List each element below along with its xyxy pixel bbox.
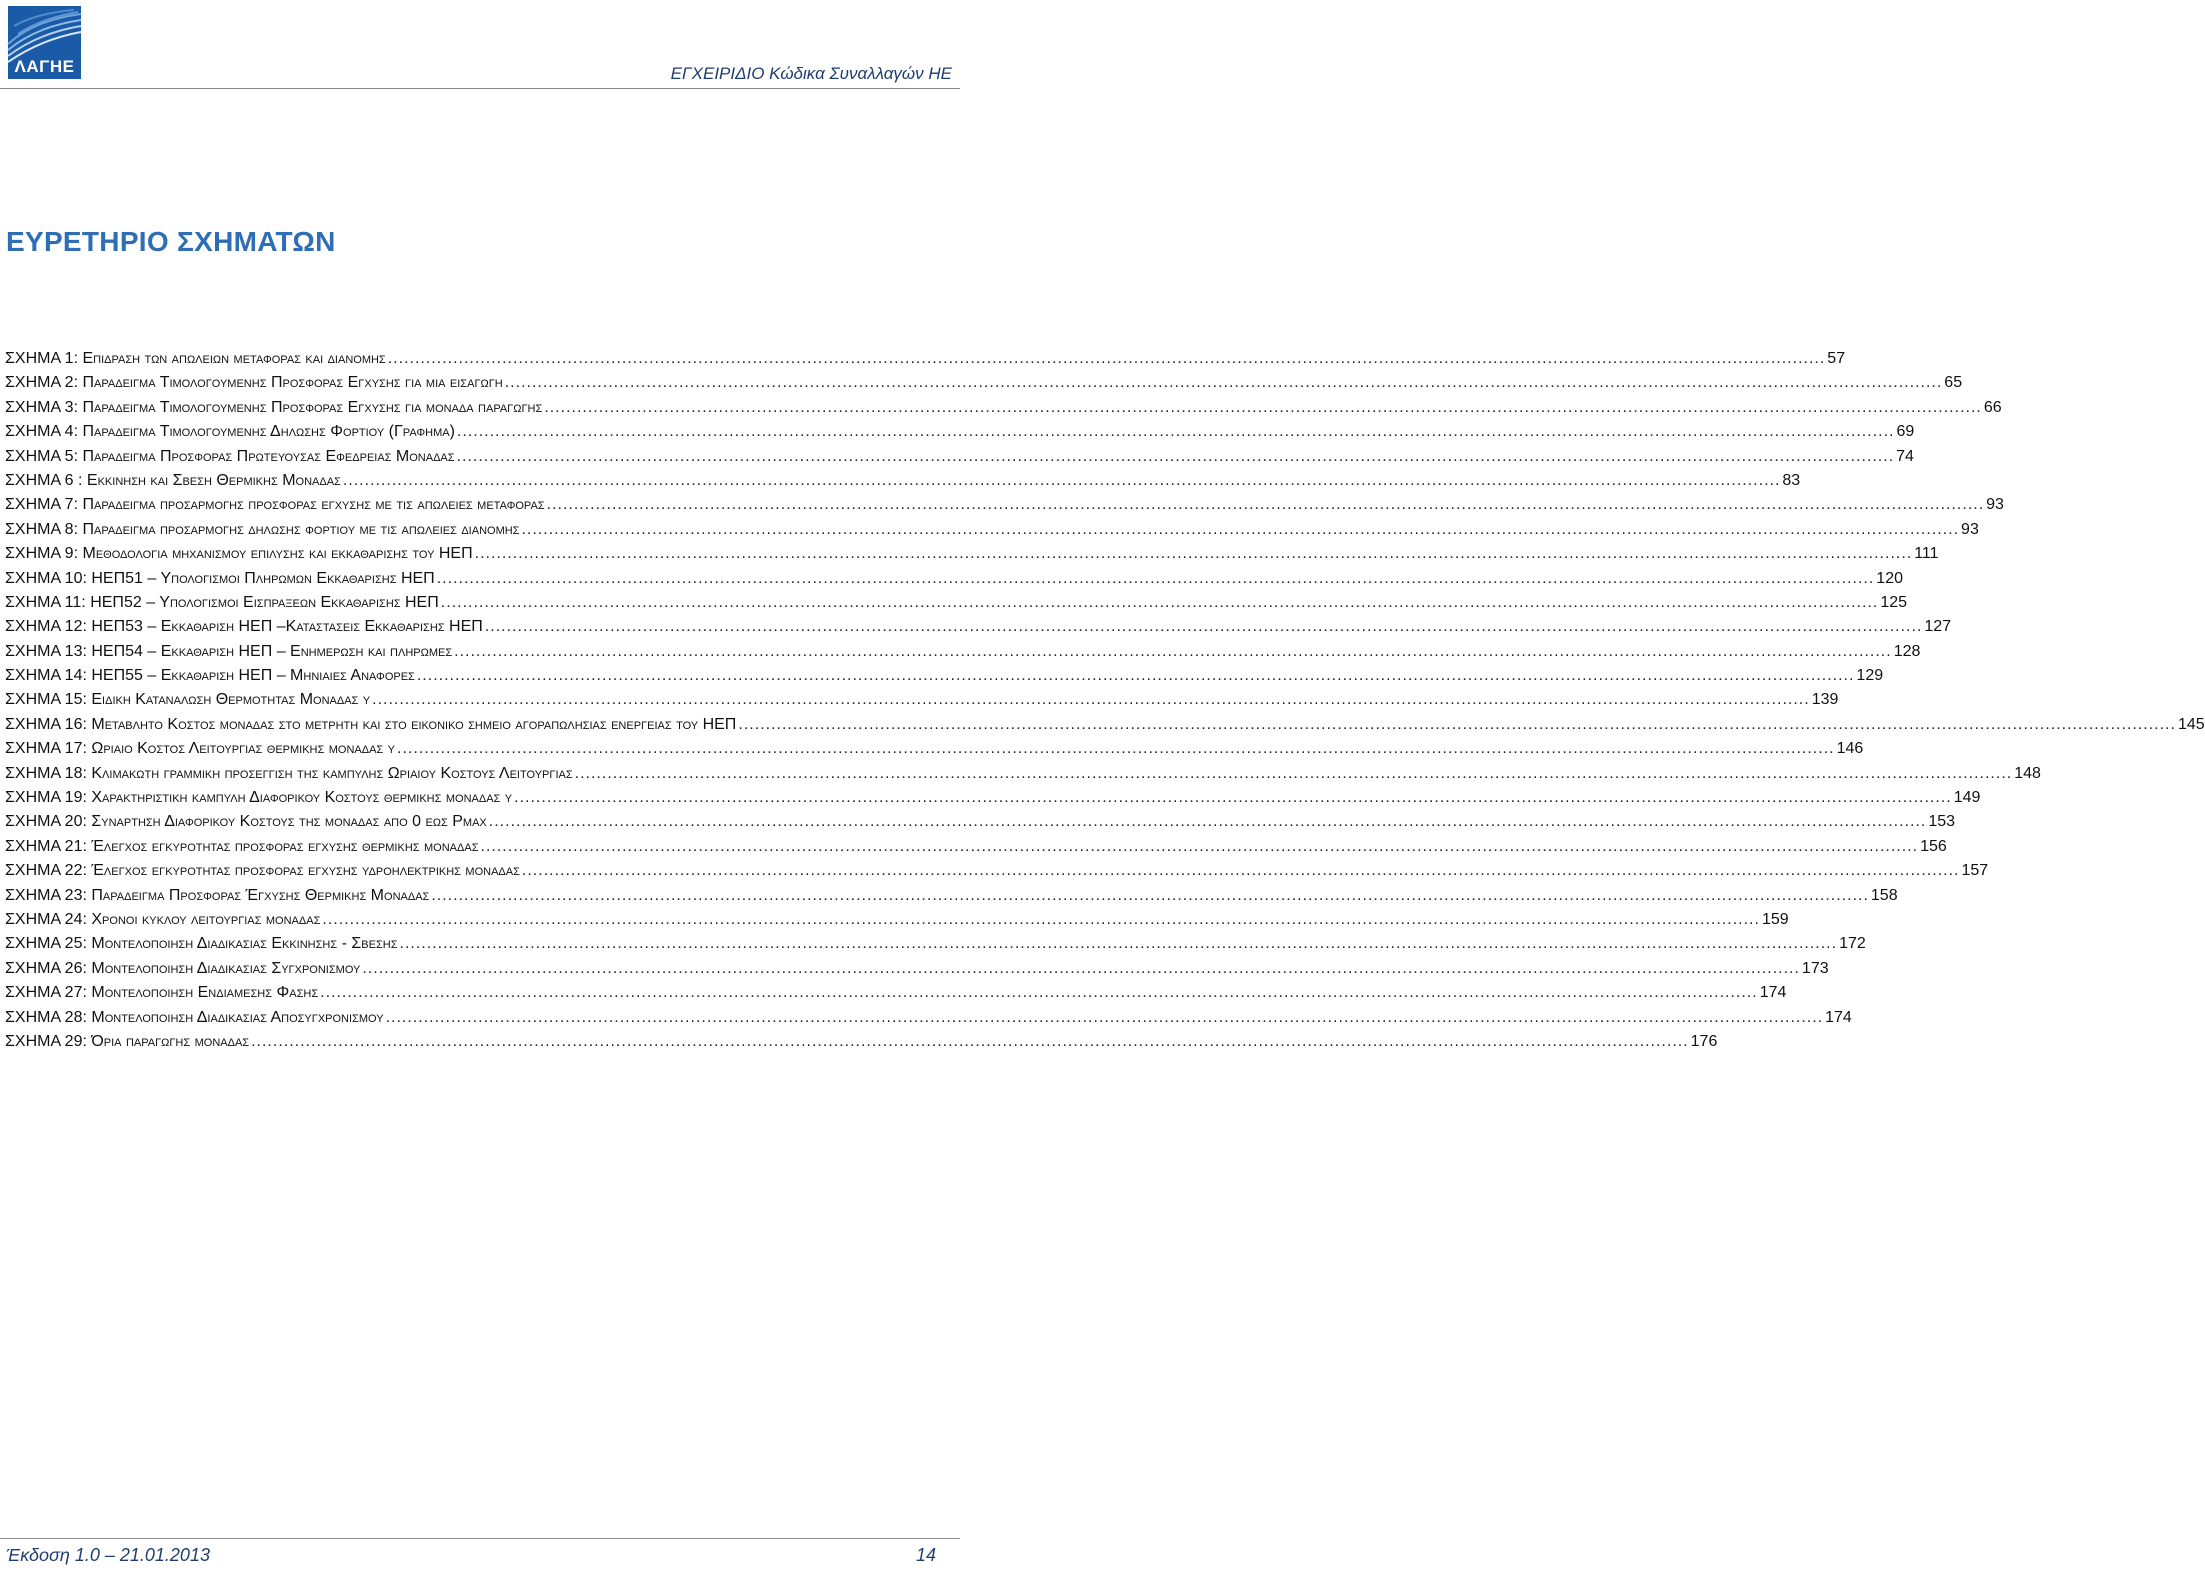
toc-dot-leader xyxy=(544,396,1982,420)
toc-entry[interactable] xyxy=(5,664,1884,688)
toc-entry-number: ΣΧΗΜΑ 22: xyxy=(5,862,87,880)
footer-divider xyxy=(0,1538,960,1539)
toc-entry-title: Κλιμακωτη γραμμικη προσεγγιση της καμπυλης Ωριαιου Κοστους Λειτουργιας xyxy=(91,764,573,782)
toc-entry-page: 125 xyxy=(1880,593,1908,611)
toc-entry[interactable] xyxy=(5,420,1915,444)
toc-dot-leader xyxy=(454,640,1892,664)
toc-entry[interactable] xyxy=(5,347,1846,371)
toc-entry-page: 156 xyxy=(1920,837,1947,855)
toc-entry-number: ΣΧΗΜΑ 2: xyxy=(5,374,79,392)
toc-dot-leader xyxy=(521,518,1959,542)
toc-entry-page: 146 xyxy=(1836,740,1864,758)
toc-entry-page: 83 xyxy=(1782,471,1801,489)
toc-entry-number: ΣΧΗΜΑ 13: xyxy=(5,642,87,660)
toc-entry-title: Μεθοδολογια μηχανισμου επιλυσης και εκκαθαρισης του ΗΕΠ xyxy=(82,545,473,563)
toc-entry[interactable] xyxy=(5,737,1864,761)
toc-entry-title: Μεταβλητο Κοστος μοναδας στο μετρητη και στο εικονικο σημειο αγοραπωλησιας ενεργειας του ΗΕΠ xyxy=(91,715,737,733)
toc-entry[interactable] xyxy=(5,1030,1718,1054)
toc-entry[interactable] xyxy=(5,932,1866,956)
toc-entry[interactable] xyxy=(5,640,1921,664)
toc-entry[interactable] xyxy=(5,762,2041,786)
toc-entry-title: Συναρτηση Διαφορικου Κοστους της μοναδας απο 0 εως Pmax xyxy=(91,813,487,831)
toc-entry[interactable] xyxy=(5,371,1963,395)
toc-entry-title: Μοντελοποιηση Ενδιαμεσης Φασης xyxy=(91,984,319,1002)
toc-entry-title: Μοντελοποιηση Διαδικασιας Συγχρονισμου xyxy=(91,959,361,977)
toc-entry-page: 74 xyxy=(1896,447,1914,465)
toc-entry[interactable] xyxy=(5,445,1914,469)
toc-dot-leader xyxy=(475,542,1913,566)
toc-entry[interactable] xyxy=(5,688,1839,712)
toc-entry-title: Μοντελοποιηση Διαδικασιας Αποσυγχρονισμου xyxy=(91,1008,384,1026)
toc-entry-page: 176 xyxy=(1690,1032,1718,1050)
toc-dot-leader xyxy=(457,445,1895,469)
toc-entry-title: ΗΕΠ51 – Υπολογισμοι Πληρωμων Εκκαθαρισης ΗΕΠ xyxy=(91,569,435,587)
toc-entry-title: Μοντελοποιηση Διαδικασιας Εκκινησης - Σβεσης xyxy=(91,935,398,953)
toc-dot-leader xyxy=(431,884,1869,908)
toc-entry-page: 66 xyxy=(1983,398,2002,416)
figures-index xyxy=(5,347,2205,1054)
toc-dot-leader xyxy=(386,1006,1824,1030)
toc-entry-number: ΣΧΗΜΑ 15: xyxy=(5,691,87,709)
toc-entry-number: ΣΧΗΜΑ 18: xyxy=(5,764,87,782)
toc-entry-title: Επιδραση των απωλειων μεταφορας και διανομης xyxy=(82,350,386,367)
toc-dot-leader xyxy=(251,1030,1689,1054)
toc-entry-page: 158 xyxy=(1870,886,1898,904)
toc-entry-page: 174 xyxy=(1759,984,1787,1002)
section-title: ΕΥΡΕΤΗΡΙΟ ΣΧΗΜΑΤΩΝ xyxy=(6,226,336,257)
toc-dot-leader xyxy=(489,810,1927,834)
toc-entry-title: Παραδειγμα Τιμολογουμενης Προσφορας Εγχυσης για μοναδα παραγωγης xyxy=(82,398,543,416)
toc-entry-number: ΣΧΗΜΑ 19: xyxy=(5,789,87,807)
toc-entry-number: ΣΧΗΜΑ 16: xyxy=(5,715,87,733)
toc-entry-number: ΣΧΗΜΑ 21: xyxy=(5,837,87,855)
toc-entry-page: 111 xyxy=(1914,545,1939,563)
toc-entry-number: ΣΧΗΜΑ 27: xyxy=(5,984,87,1002)
toc-dot-leader xyxy=(320,981,1758,1005)
toc-entry[interactable] xyxy=(5,1006,1852,1030)
toc-entry-page: 120 xyxy=(1876,569,1903,587)
toc-entry-title: Ωριαιο Κοστος Λειτουργιας θερμικης μοναδας υ xyxy=(91,740,396,758)
toc-dot-leader xyxy=(437,567,1875,591)
toc-entry-number: ΣΧΗΜΑ 29: xyxy=(5,1032,87,1050)
header-divider xyxy=(0,88,960,89)
toc-entry-page: 129 xyxy=(1856,667,1884,685)
toc-entry-page: 93 xyxy=(1986,496,2004,514)
toc-dot-leader xyxy=(362,957,1800,981)
toc-entry-title: Παραδειγμα Προσφορας Έγχυσης Θερμικης Μοναδας xyxy=(91,886,430,904)
toc-dot-leader xyxy=(417,664,1855,688)
toc-entry-number: ΣΧΗΜΑ 11: xyxy=(5,593,86,611)
toc-dot-leader xyxy=(547,493,1985,517)
toc-entry-page: 93 xyxy=(1961,520,1979,538)
toc-entry[interactable] xyxy=(5,591,1908,615)
toc-entry-number: ΣΧΗΜΑ 20: xyxy=(5,813,87,831)
footer-edition: Έκδοση 1.0 – 21.01.2013 xyxy=(6,1545,210,1565)
toc-entry-number: ΣΧΗΜΑ 25: xyxy=(5,935,87,953)
toc-entry-title: Ειδικη Καταναλωση Θερμοτητας Μοναδας υ xyxy=(91,691,371,709)
toc-entry-title: Όρια παραγωγης μοναδας xyxy=(91,1032,250,1050)
toc-entry-title: Παραδειγμα προσαρμογης δηλωσης φορτιου με τις απωλειες διανομης xyxy=(82,520,520,538)
toc-entry[interactable] xyxy=(5,713,2205,737)
toc-dot-leader xyxy=(457,420,1895,444)
toc-entry-page: 153 xyxy=(1928,813,1956,831)
toc-entry-number: ΣΧΗΜΑ 26: xyxy=(5,959,87,977)
toc-entry-title: ΗΕΠ54 – Εκκαθαριση ΗΕΠ – Ενημερωση και πληρωμες xyxy=(91,642,453,660)
toc-entry-number: ΣΧΗΜΑ 4: xyxy=(5,423,79,441)
toc-entry[interactable] xyxy=(5,957,1829,981)
toc-entry-page: 57 xyxy=(1827,350,1846,367)
toc-entry-page: 127 xyxy=(1924,618,1952,636)
toc-entry-number: ΣΧΗΜΑ 3: xyxy=(5,398,79,416)
toc-entry-number: ΣΧΗΜΑ 24: xyxy=(5,910,87,928)
toc-entry-page: 148 xyxy=(2014,764,2041,782)
toc-entry-page: 149 xyxy=(1953,789,1981,807)
page-number: 14 xyxy=(915,1545,936,1565)
toc-entry[interactable] xyxy=(5,884,1898,908)
toc-entry-title: Έλεγχος εγκυροτητας προσφορας εγχυσης θερμικης μοναδας xyxy=(91,837,479,855)
toc-dot-leader xyxy=(343,469,1781,493)
toc-entry[interactable] xyxy=(5,786,1981,810)
toc-entry-title: Χρονοι κυκλου λειτουργιας μοναδας xyxy=(91,910,321,928)
toc-entry-title: Έλεγχος εγκυροτητας προσφορας εγχυσης υδροηλεκτρικης μοναδας xyxy=(91,862,520,880)
toc-entry-title: Παραδειγμα Τιμολογουμενης Προσφορας Εγχυσης για μια εισαγωγη xyxy=(82,374,503,392)
toc-entry-number: ΣΧΗΜΑ 1: xyxy=(5,350,79,367)
toc-entry-page: 128 xyxy=(1893,642,1921,660)
toc-entry-page: 173 xyxy=(1801,959,1829,977)
toc-entry-title: ΗΕΠ52 – Υπολογισμοι Εισπραξεων Εκκαθαρισης ΗΕΠ xyxy=(90,593,439,611)
toc-entry[interactable] xyxy=(5,542,1939,566)
toc-entry-page: 172 xyxy=(1839,935,1866,953)
toc-entry[interactable] xyxy=(5,615,1952,639)
toc-entry-number: ΣΧΗΜΑ 7: xyxy=(5,496,79,514)
toc-entry-number: ΣΧΗΜΑ 28: xyxy=(5,1008,87,1026)
toc-entry-number: ΣΧΗΜΑ 5: xyxy=(5,447,79,465)
toc-dot-leader xyxy=(372,688,1810,712)
toc-entry[interactable] xyxy=(5,396,2002,420)
toc-entry-number: ΣΧΗΜΑ 17: xyxy=(5,740,87,758)
toc-dot-leader xyxy=(388,347,1826,371)
toc-entry-number: ΣΧΗΜΑ 6 : xyxy=(5,471,83,489)
toc-entry-page: 145 xyxy=(2177,715,2205,733)
toc-dot-leader xyxy=(514,786,1952,810)
logo-text: ΛΑΓΗΕ xyxy=(14,57,75,76)
toc-dot-leader xyxy=(397,737,1835,761)
toc-entry-number: ΣΧΗΜΑ 23: xyxy=(5,886,87,904)
toc-entry-number: ΣΧΗΜΑ 8: xyxy=(5,520,79,538)
toc-entry-title: ΗΕΠ53 – Εκκαθαριση ΗΕΠ –Καταστασεις Εκκαθαρισης ΗΕΠ xyxy=(91,618,483,636)
toc-entry-title: Παραδειγμα Προσφορας Πρωτευουσας Εφεδρειας Μοναδας xyxy=(82,447,455,465)
toc-entry-page: 174 xyxy=(1825,1008,1852,1026)
toc-entry-number: ΣΧΗΜΑ 14: xyxy=(5,667,87,685)
toc-entry-title: Παραδειγμα Τιμολογουμενης Δηλωσης Φορτιου (Γραφημα) xyxy=(82,423,455,441)
toc-entry-number: ΣΧΗΜΑ 12: xyxy=(5,618,87,636)
toc-dot-leader xyxy=(481,835,1919,859)
toc-entry-number: ΣΧΗΜΑ 10: xyxy=(5,569,87,587)
toc-entry[interactable] xyxy=(5,810,1956,834)
toc-entry[interactable] xyxy=(5,518,1979,542)
toc-entry[interactable] xyxy=(5,908,1789,932)
toc-entry-title: Χαρακτηριστικη καμπυλη Διαφορικου Κοστους θερμικης μοναδας υ xyxy=(91,789,513,807)
toc-entry-page: 69 xyxy=(1896,423,1915,441)
toc-entry-title: ΗΕΠ55 – Εκκαθαριση ΗΕΠ – Μηνιαιες Αναφορες xyxy=(91,667,415,685)
toc-dot-leader xyxy=(575,762,2013,786)
toc-dot-leader xyxy=(400,932,1838,956)
toc-entry-page: 139 xyxy=(1811,691,1839,709)
toc-entry[interactable] xyxy=(5,493,2004,517)
toc-entry-page: 157 xyxy=(1961,862,1989,880)
toc-dot-leader xyxy=(485,615,1923,639)
toc-entry-page: 159 xyxy=(1761,910,1789,928)
toc-entry[interactable] xyxy=(5,567,1903,591)
toc-entry-number: ΣΧΗΜΑ 9: xyxy=(5,545,79,563)
toc-dot-leader xyxy=(441,591,1879,615)
toc-dot-leader xyxy=(322,908,1760,932)
toc-entry-page: 65 xyxy=(1944,374,1963,392)
toc-entry[interactable] xyxy=(5,835,1947,859)
company-logo xyxy=(8,6,81,79)
toc-entry-title: Παραδειγμα προσαρμογης προσφορας εγχυσης με τις απωλειες μεταφορας xyxy=(82,496,545,514)
toc-dot-leader xyxy=(738,713,2176,737)
document-title: ΕΓΧΕΙΡΙΔΙΟ Κώδικα Συναλλαγών ΗΕ xyxy=(670,64,952,83)
toc-dot-leader xyxy=(505,371,1943,395)
toc-entry[interactable] xyxy=(5,469,1801,493)
toc-entry[interactable] xyxy=(5,859,1989,883)
toc-dot-leader xyxy=(522,859,1960,883)
toc-entry[interactable] xyxy=(5,981,1787,1005)
toc-entry-title: Εκκινηση και Σβεση Θερμικης Μοναδας xyxy=(86,471,341,489)
